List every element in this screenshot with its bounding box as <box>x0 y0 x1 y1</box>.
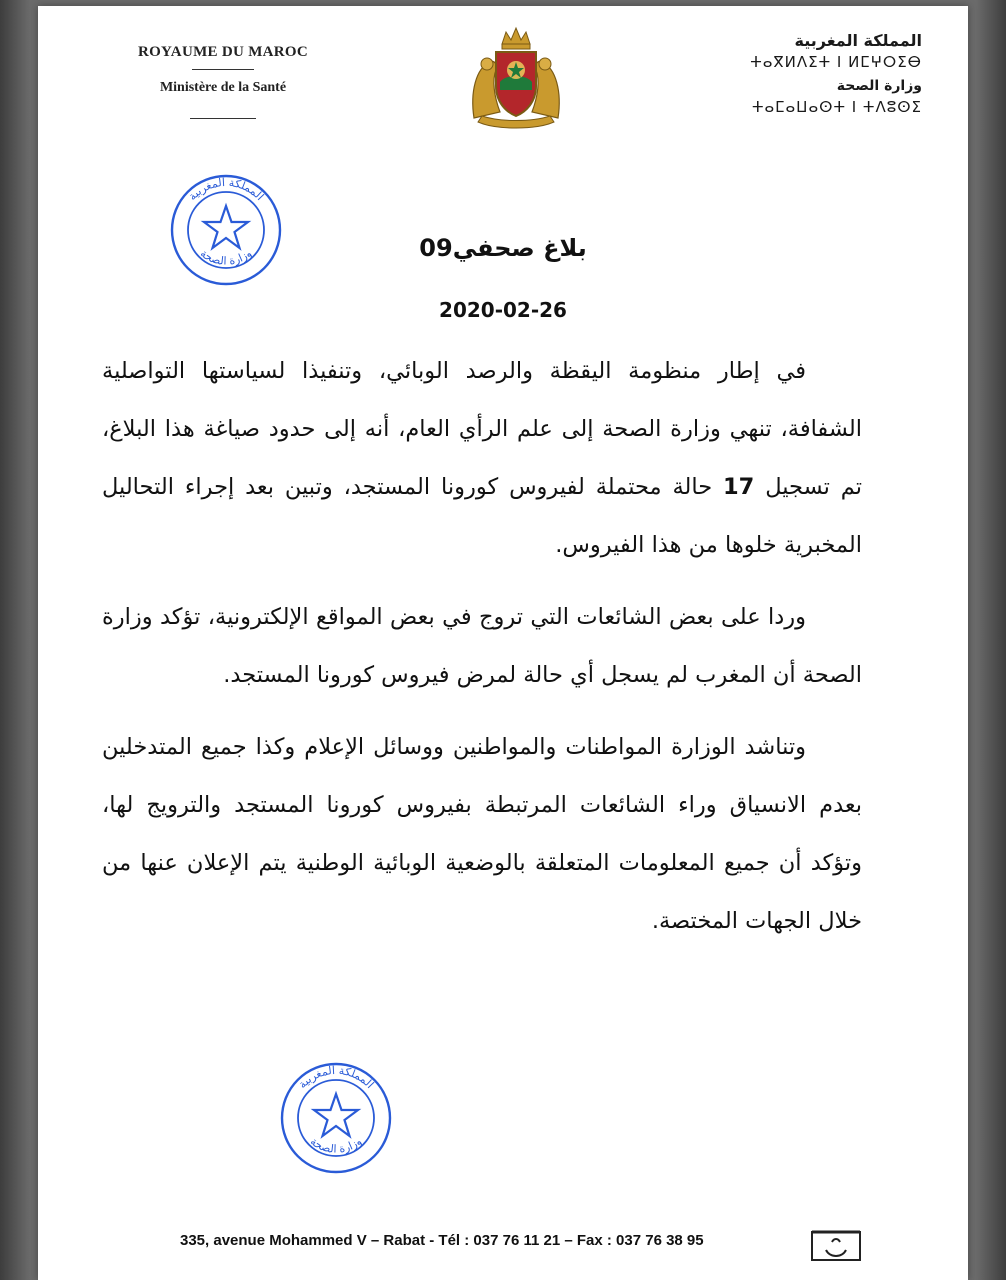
arabic-letterhead <box>722 30 922 117</box>
seal-top-text: المملكة المغربية <box>295 1063 377 1092</box>
ministry-footer-logo-icon <box>810 1228 862 1266</box>
ministry-name-ar: وزارة الصحة <box>836 78 922 94</box>
press-release-document <box>38 6 968 1280</box>
paragraph-1-text-a: في إطار منظومة اليقظة والرصد الوبائي، وتنفيذا لسياستها التواصلية الشفافة، تنهي وزارة الصحة إلى علم الرأي العام، أنه إلى حدود صياغة هذا البلاغ، تم تسجيل <box>102 358 863 500</box>
ministry-name-tifinagh: ⵜⴰⵎⴰⵡⴰⵙⵜ ⵏ ⵜⴷⵓⵙⵉ <box>751 98 922 116</box>
document-date: 2020-02-26 <box>439 298 567 322</box>
ministry-seal-icon <box>168 172 284 288</box>
ministry-name-fr: Ministère de la Santé <box>159 80 287 95</box>
french-letterhead <box>78 44 368 119</box>
seal-bottom-text: وزارة الصحة <box>307 1134 365 1156</box>
paragraph-3: وتناشد الوزارة المواطنات والمواطنين ووسائل الإعلام وكذا جميع المتدخلين بعدم الانسياق وراء الشائعات المرتبطة بفيروس كورونا المستجد والترويج لها، وتؤكد أن جميع المعلومات المتعلقة بالوضعية الوبائية الوطنية يتم الإعلان عنها من خلال الجهات المختصة. <box>102 734 862 934</box>
kingdom-name-tifinagh: ⵜⴰⴳⵍⴷⵉⵜ ⵏ ⵍⵎⵖⵔⵉⴱ <box>750 53 922 71</box>
seal-bottom-text: وزارة الصحة <box>197 246 255 268</box>
seal-top-text: المملكة المغربية <box>185 175 267 204</box>
paragraph-1-text-b: حالة محتملة لفيروس كورونا المستجد، وتبين بعد إجراء التحاليل المخبرية خلوها من هذا الفيروس. <box>102 474 862 558</box>
kingdom-name-fr: ROYAUME DU MAROC <box>137 44 309 60</box>
case-count: 17 <box>723 474 755 500</box>
document-title: بلاغ صحفي09 <box>419 234 587 262</box>
document-body <box>102 342 862 964</box>
kingdom-name-ar: المملكة المغربية <box>794 31 922 50</box>
footer-address: 335, avenue Mohammed V – Rabat - Tél : 037 76 11 21 – Fax : 037 76 38 95 <box>180 1232 704 1249</box>
moroccan-coat-of-arms-icon <box>460 22 572 134</box>
ministry-seal-icon <box>278 1060 394 1176</box>
divider <box>192 69 254 70</box>
divider <box>190 118 256 119</box>
paragraph-2: وردا على بعض الشائعات التي تروج في بعض المواقع الإلكترونية، تؤكد وزارة الصحة أن المغرب لم يسجل أي حالة لمرض فيروس كورونا المستجد. <box>102 604 862 688</box>
paragraph-1 <box>102 342 862 574</box>
